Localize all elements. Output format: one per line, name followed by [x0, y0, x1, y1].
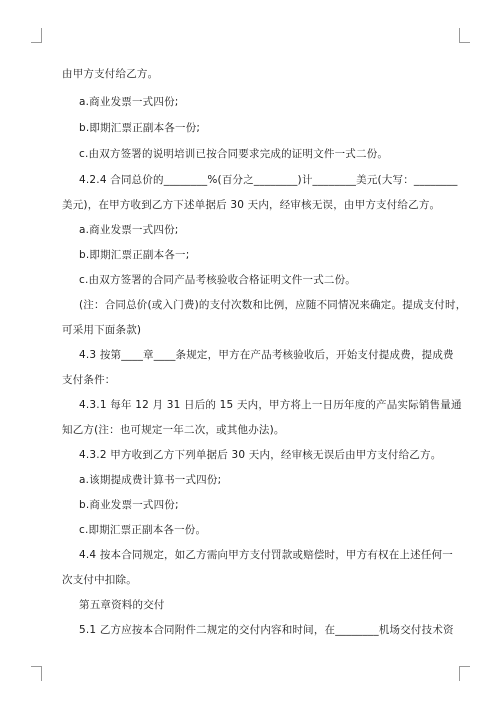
text-line: (注：合同总价(或入门费)的支付次数和比例，应随不同情况来确定。提成支付时，: [79, 299, 467, 311]
crop-mark-bottom-right: [459, 666, 470, 681]
text-line: 知乙方(注：也可规定一年二次，或其他办法)。: [62, 424, 285, 436]
text-line: 4.3.2 甲方收到乙方下列单据后 30 天内，经审核无误后由甲方支付给乙方。: [79, 449, 442, 461]
crop-mark-top-left: [31, 28, 42, 43]
section-heading: 第五章资料的交付: [79, 599, 165, 611]
text-line: b.即期汇票正副本各一份;: [79, 122, 201, 134]
text-line: 可采用下面条款): [62, 324, 142, 336]
text-line: a.商业发票一式四份;: [79, 224, 179, 236]
text-line: c.由双方签署的说明培训已按合同要求完成的证明文件一式二份。: [79, 148, 389, 160]
text-line: b.即期汇票正副本各一;: [79, 249, 190, 261]
crop-mark-top-right: [459, 28, 470, 43]
crop-mark-bottom-left: [31, 666, 42, 681]
text-line: b.商业发票一式四份;: [79, 499, 179, 511]
text-line: 4.4 按本合同规定，如乙方需向甲方支付罚款或赔偿时，甲方有权在上述任何一: [79, 549, 453, 561]
text-line: 4.3.1 每年 12 月 31 日后的 15 天内，甲方将上一日历年度的产品实际销售量通: [79, 399, 462, 411]
text-line: 5.1 乙方应按本合同附件二规定的交付内容和时间，在________机场交付技术资: [79, 624, 454, 636]
text-line: 次支付中扣除。: [62, 574, 137, 586]
text-line: a.商业发票一式四份;: [79, 96, 179, 108]
text-line: a.该期提成费计算书一式四份;: [79, 474, 222, 486]
text-line: 美元)，在甲方收到乙方下述单据后 30 天内，经审核无误，由甲方支付给乙方。: [62, 199, 441, 211]
text-line: 支付条件：: [62, 374, 116, 386]
text-line: 4.2.4 合同总价的________%(百分之________)计________美元(大写：________: [79, 174, 458, 186]
text-line: 由甲方支付给乙方。: [62, 68, 159, 80]
text-line: c.即期汇票正副本各一份。: [79, 524, 207, 536]
text-line: 4.3 按第____章____条规定，甲方在产品考核验收后，开始支付提成费，提成费: [79, 349, 454, 361]
text-line: c.由双方签署的合同产品考核验收合格证明文件一式二份。: [79, 274, 357, 286]
